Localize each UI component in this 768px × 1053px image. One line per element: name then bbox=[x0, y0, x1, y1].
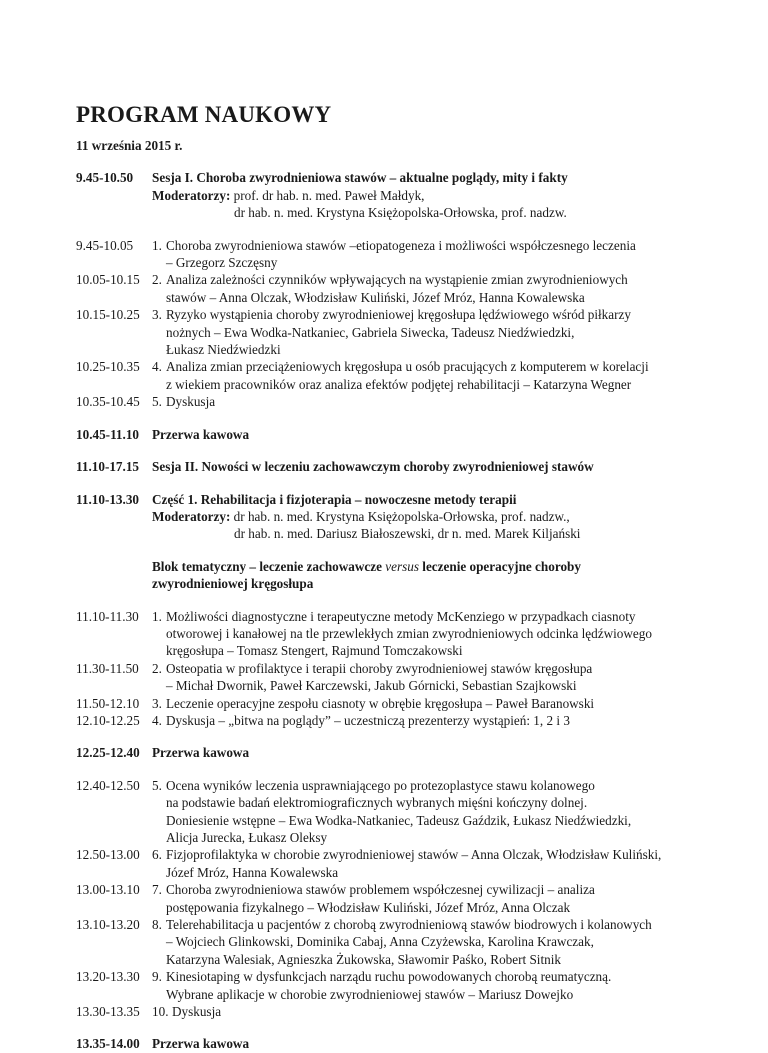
agenda-item-text: Osteopatia w profilaktyce i terapii choroby zwyrodnieniowej stawów kręgosłupa bbox=[166, 660, 593, 676]
agenda-item bbox=[76, 608, 708, 660]
agenda-item-text: otworowej i kanałowej na tle przewlekłych zmian zwyrodnieniowych odcinka lędźwiowego bbox=[166, 625, 652, 641]
agenda-item-number: 4. bbox=[152, 359, 162, 375]
agenda-item-time: 13.10-13.20 bbox=[76, 917, 140, 933]
agenda-item bbox=[76, 695, 708, 712]
agenda-item-time: 11.50-12.10 bbox=[76, 695, 140, 711]
moderator-2: dr hab. n. med. Dariusz Białoszewski, dr n. med. Marek Kiljański bbox=[234, 526, 581, 542]
moderators-label: Moderatorzy: bbox=[152, 508, 231, 524]
agenda-item-time: 10.25-10.35 bbox=[76, 359, 140, 375]
agenda-item-time: 10.05-10.15 bbox=[76, 272, 140, 288]
agenda-item-number: 1. bbox=[152, 237, 162, 253]
agenda-item bbox=[76, 968, 708, 1003]
agenda-item bbox=[76, 660, 708, 695]
agenda-item-text: z wiekiem pracowników oraz analiza efektów podjętej rehabilitacji – Katarzyna Wegner bbox=[166, 376, 632, 392]
agenda-item bbox=[76, 777, 708, 847]
agenda-item-time: 13.00-13.10 bbox=[76, 882, 140, 898]
agenda-item-text: Józef Mróz, Hanna Kowalewska bbox=[166, 864, 339, 880]
agenda-item-time: 13.20-13.30 bbox=[76, 969, 140, 985]
moderator-1: dr hab. n. med. Krystyna Księżopolska-Orłowska, prof. nadzw., bbox=[233, 508, 570, 524]
agenda-item-text: Kinesiotaping w dysfunkcjach narządu ruchu powodowanych chorobą reumatyczną. bbox=[166, 969, 612, 985]
break-time: 13.35-14.00 bbox=[76, 1036, 140, 1052]
agenda-item-time: 12.40-12.50 bbox=[76, 777, 140, 793]
agenda-item-text: stawów – Anna Olczak, Włodzisław Kuliński, Józef Mróz, Hanna Kowalewska bbox=[166, 289, 585, 305]
thematic-block-header bbox=[76, 558, 708, 593]
agenda-item bbox=[76, 1003, 708, 1020]
agenda-item bbox=[76, 358, 708, 393]
agenda-item-text: kręgosłupa – Tomasz Stengert, Rajmund Tomczakowski bbox=[166, 643, 463, 659]
agenda-item bbox=[76, 712, 708, 729]
agenda-item-text: Choroba zwyrodnieniowa stawów problemem współczesnej cywilizacji – analiza bbox=[166, 882, 595, 898]
agenda-item-text: – Wojciech Glinkowski, Dominika Cabaj, Anna Czyżewska, Karolina Krawczak, bbox=[166, 934, 594, 950]
agenda-item-text: Analiza zależności czynników wpływających na wystąpienie zmian zwyrodnieniowych bbox=[166, 272, 628, 288]
agenda-item-number: 10. bbox=[152, 1004, 169, 1020]
session-1-agenda bbox=[76, 237, 708, 411]
agenda-item-text: Możliwości diagnostyczne i terapeutyczne metody McKenziego w przypadkach ciasnoty bbox=[166, 608, 636, 624]
agenda-item bbox=[76, 306, 708, 358]
part-1-title: Część 1. Rehabilitacja i fizjoterapia – nowoczesne metody terapii bbox=[152, 491, 517, 507]
agenda-item-text: Dyskusja bbox=[172, 1004, 222, 1020]
break-time: 12.25-12.40 bbox=[76, 745, 140, 761]
block-title-end: leczenie operacyjne choroby bbox=[418, 558, 581, 574]
agenda-item-text: – Michał Dwornik, Paweł Karczewski, Jakub Górnicki, Sebastian Szajkowski bbox=[166, 678, 577, 694]
part-1-agenda-continued bbox=[76, 777, 708, 1021]
agenda-item-text: Choroba zwyrodnieniowa stawów –etiopatogeneza i możliwości współczesnego leczenia bbox=[166, 237, 636, 253]
agenda-item-number: 8. bbox=[152, 917, 162, 933]
agenda-item-text: – Grzegorz Szczęsny bbox=[166, 255, 278, 271]
moderator-2: dr hab. n. med. Krystyna Księżopolska-Orłowska, prof. nadzw. bbox=[234, 205, 567, 221]
agenda-item-number: 1. bbox=[152, 608, 162, 624]
agenda-item-time: 10.35-10.45 bbox=[76, 394, 140, 410]
agenda-item-text: Leczenie operacyjne zespołu ciasnoty w obrębie kręgosłupa – Paweł Baranowski bbox=[166, 695, 595, 711]
agenda-item-number: 5. bbox=[152, 394, 162, 410]
event-date: 11 września 2015 r. bbox=[76, 138, 183, 153]
coffee-break-2 bbox=[76, 744, 708, 761]
session-1-title: Sesja I. Choroba zwyrodnieniowa stawów – aktualne poglądy, mity i fakty bbox=[152, 170, 568, 186]
agenda-item bbox=[76, 916, 708, 968]
agenda-item bbox=[76, 393, 708, 410]
break-label: Przerwa kawowa bbox=[152, 745, 250, 761]
moderators-label: Moderatorzy: bbox=[152, 187, 231, 203]
break-label: Przerwa kawowa bbox=[152, 1036, 250, 1052]
agenda-item-number: 2. bbox=[152, 272, 162, 288]
agenda-item bbox=[76, 846, 708, 881]
break-label: Przerwa kawowa bbox=[152, 426, 250, 442]
agenda-item-number: 3. bbox=[152, 695, 162, 711]
agenda-item-text: Wybrane aplikacje w chorobie zwyrodnieniowej stawów – Mariusz Dowejko bbox=[166, 986, 574, 1002]
agenda-item-text: Ryzyko wystąpienia choroby zwyrodnieniowej kręgosłupa lędźwiowego wśród piłkarzy bbox=[166, 307, 631, 323]
agenda-item-text: Katarzyna Walesiak, Agnieszka Żukowska, Sławomir Paśko, Robert Sitnik bbox=[166, 951, 561, 967]
block-title-start: Blok tematyczny – leczenie zachowawcze bbox=[152, 558, 386, 574]
agenda-item-text: postępowania fizykalnego – Włodzisław Kuliński, Józef Mróz, Anna Olczak bbox=[166, 899, 571, 915]
agenda-item-time: 13.30-13.35 bbox=[76, 1004, 140, 1020]
agenda-item-text: Analiza zmian przeciążeniowych kręgosłupa u osób pracujących z komputerem w korelacji bbox=[166, 359, 649, 375]
agenda-item-number: 4. bbox=[152, 712, 162, 728]
agenda-item-time: 10.15-10.25 bbox=[76, 307, 140, 323]
agenda-item-text: na podstawie badań elektromiograficznych wybranych mięśni kończyny dolnej. bbox=[166, 795, 588, 811]
agenda-item-text: Dyskusja – „bitwa na poglądy” – uczestniczą prezenterzy wystąpień: 1, 2 i 3 bbox=[166, 712, 570, 728]
agenda-item-text: Doniesienie wstępne – Ewa Wodka-Natkaniec, Tadeusz Gaździk, Łukasz Niedźwiedzki, bbox=[166, 812, 632, 828]
agenda-item-text: Łukasz Niedźwiedzki bbox=[166, 342, 281, 358]
block-title-line2: zwyrodnieniowej kręgosłupa bbox=[152, 576, 314, 592]
agenda-item-number: 2. bbox=[152, 660, 162, 676]
agenda-item bbox=[76, 271, 708, 306]
agenda-item-text: Telerehabilitacja u pacjentów z chorobą zwyrodnieniową stawów biodrowych i kolanowych bbox=[166, 917, 652, 933]
session-2-time: 11.10-17.15 bbox=[76, 459, 140, 475]
session-2-title: Sesja II. Nowości w leczeniu zachowawczym choroby zwyrodnieniowej stawów bbox=[152, 459, 594, 475]
agenda-item-time: 12.10-12.25 bbox=[76, 712, 140, 728]
versus-word: versus bbox=[385, 558, 419, 574]
session-1-time: 9.45-10.50 bbox=[76, 170, 134, 186]
agenda-item-text: Fizjoprofilaktyka w chorobie zwyrodnieniowej stawów – Anna Olczak, Włodzisław Kuliński, bbox=[166, 847, 662, 863]
part-1-time: 11.10-13.30 bbox=[76, 491, 140, 507]
agenda-item-number: 9. bbox=[152, 969, 162, 985]
coffee-break-3 bbox=[76, 1035, 708, 1052]
agenda-item-time: 11.30-11.50 bbox=[76, 660, 139, 676]
session-1-header bbox=[76, 169, 708, 221]
agenda-item-time: 11.10-11.30 bbox=[76, 608, 139, 624]
agenda-item-text: Ocena wyników leczenia usprawniającego po protezoplastyce stawu kolanowego bbox=[166, 777, 595, 793]
agenda-item-time: 12.50-13.00 bbox=[76, 847, 140, 863]
agenda-item-number: 6. bbox=[152, 847, 162, 863]
agenda-item bbox=[76, 881, 708, 916]
agenda-item-number: 7. bbox=[152, 882, 162, 898]
moderator-1: prof. dr hab. n. med. Paweł Małdyk, bbox=[233, 187, 425, 203]
page-title: PROGRAM NAUKOWY bbox=[76, 102, 332, 127]
coffee-break-1 bbox=[76, 426, 708, 443]
agenda-item-text: nożnych – Ewa Wodka-Natkaniec, Gabriela Siwecka, Tadeusz Niedźwiedzki, bbox=[166, 324, 575, 340]
session-2-header bbox=[76, 458, 708, 475]
agenda-item-number: 5. bbox=[152, 777, 162, 793]
agenda-item-text: Alicja Jurecka, Łukasz Oleksy bbox=[166, 830, 328, 845]
break-time: 10.45-11.10 bbox=[76, 426, 140, 442]
part-1-header bbox=[76, 491, 708, 543]
thematic-block-agenda bbox=[76, 608, 708, 730]
agenda-item-text: Dyskusja bbox=[166, 394, 216, 410]
agenda-item-number: 3. bbox=[152, 307, 162, 323]
agenda-item bbox=[76, 237, 708, 272]
agenda-item-time: 9.45-10.05 bbox=[76, 237, 134, 253]
